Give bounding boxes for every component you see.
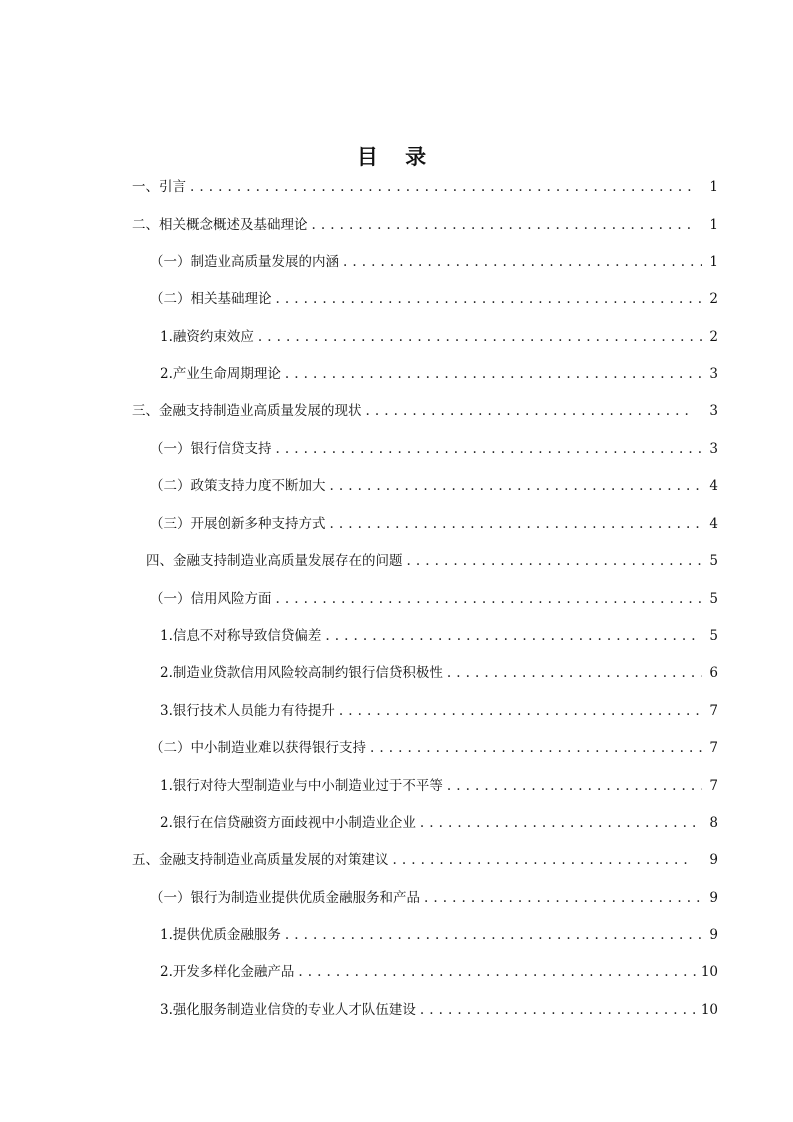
toc-entry-label: 1.信息不对称导致信贷偏差 [160, 628, 322, 644]
toc-entry-label: （一）制造业高质量发展的内涵 [150, 254, 339, 270]
dot-leader [276, 288, 703, 310]
toc-entry-page: 3 [709, 403, 718, 419]
toc-entry[interactable] [150, 887, 718, 909]
dot-leader [285, 363, 702, 385]
toc-entry-label: 2.制造业贷款信用风险较高制约银行信贷积极性 [160, 665, 443, 681]
toc-entry[interactable] [132, 849, 718, 871]
dot-leader [285, 924, 702, 946]
toc-entry[interactable] [160, 326, 718, 348]
toc-entry[interactable] [150, 251, 718, 273]
toc-entry-label: 1.提供优质金融服务 [160, 927, 281, 943]
toc-entry-label: （一）银行信贷支持 [150, 441, 272, 457]
toc-entry-page: 2 [709, 291, 718, 307]
toc-entry-label: 2.开发多样化金融产品 [160, 964, 295, 980]
toc-entry-page: 2 [709, 329, 718, 345]
dot-leader [276, 438, 703, 460]
dot-leader [447, 775, 702, 797]
dot-leader [370, 737, 702, 759]
toc-entry-page: 5 [709, 553, 718, 569]
dot-leader [258, 326, 702, 348]
toc-entry[interactable] [132, 214, 718, 236]
dot-leader [190, 176, 694, 198]
toc-entry-label: 二、相关概念概述及基础理论 [132, 217, 308, 233]
dot-leader [424, 887, 702, 909]
dot-leader [420, 812, 702, 834]
dot-leader [339, 700, 702, 722]
toc-entry-page: 7 [709, 740, 718, 756]
toc-entry-page: 9 [709, 852, 718, 868]
toc-entry-page: 9 [709, 890, 718, 906]
toc-entry[interactable] [150, 438, 718, 460]
dot-leader [312, 214, 695, 236]
toc-entry[interactable] [150, 588, 718, 610]
toc-entry[interactable] [160, 363, 718, 385]
toc-entry-page: 5 [709, 628, 718, 644]
toc-entry[interactable] [160, 700, 718, 722]
toc-entry-label: 一、引言 [132, 179, 186, 195]
toc-entry-page: 6 [709, 665, 718, 681]
toc-entry-label: 三、金融支持制造业高质量发展的现状 [132, 403, 362, 419]
toc-entry-page: 4 [709, 516, 718, 532]
toc-entry-label: （一）银行为制造业提供优质金融服务和产品 [150, 890, 420, 906]
toc-entry-page: 1 [709, 254, 718, 270]
toc-entry-label: （二）政策支持力度不断加大 [150, 478, 326, 494]
toc-entry-label: 1.融资约束效应 [160, 329, 254, 345]
toc-entry[interactable] [132, 176, 718, 198]
toc-entry-page: 7 [709, 778, 718, 794]
dot-leader [330, 475, 703, 497]
toc-entry-page: 10 [700, 964, 718, 980]
dot-leader [325, 625, 702, 647]
dot-leader [298, 961, 696, 983]
toc-entry-label: 五、金融支持制造业高质量发展的对策建议 [132, 852, 389, 868]
dot-leader [447, 662, 702, 684]
toc-entry-label: 1.银行对待大型制造业与中小制造业过于不平等 [160, 778, 443, 794]
toc-entry[interactable] [160, 775, 718, 797]
toc-entry[interactable] [160, 961, 718, 983]
toc-entry[interactable] [160, 662, 718, 684]
dot-leader [276, 588, 703, 610]
toc-entry-label: 3.强化服务制造业信贷的专业人才队伍建设 [160, 1002, 416, 1018]
toc-entry[interactable] [150, 288, 718, 310]
toc-entry-page: 9 [709, 927, 718, 943]
toc-entry-label: （三）开展创新多种支持方式 [150, 516, 326, 532]
dot-leader [393, 849, 695, 871]
toc-entry[interactable] [132, 400, 718, 422]
toc-entry-page: 1 [709, 217, 718, 233]
dot-leader [343, 251, 702, 273]
toc-entry-page: 10 [700, 1002, 718, 1018]
toc-entry[interactable] [160, 812, 718, 834]
toc-entry-label: 2.银行在信贷融资方面歧视中小制造业企业 [160, 815, 416, 831]
toc-entry-page: 3 [709, 441, 718, 457]
dot-leader [366, 400, 695, 422]
dot-leader [407, 550, 703, 572]
toc-entry[interactable] [146, 550, 718, 572]
toc-entry-label: 3.银行技术人员能力有待提升 [160, 703, 335, 719]
toc-entry-label: 四、金融支持制造业高质量发展存在的问题 [146, 553, 403, 569]
toc-entry-page: 4 [709, 478, 718, 494]
toc-entry[interactable] [150, 513, 718, 535]
toc-entry-label: （一）信用风险方面 [150, 591, 272, 607]
toc-entry[interactable] [150, 737, 718, 759]
dot-leader [330, 513, 703, 535]
toc-entry[interactable] [150, 475, 718, 497]
toc-entry[interactable] [160, 924, 718, 946]
toc-entry[interactable] [160, 625, 718, 647]
toc-entry[interactable] [160, 999, 718, 1021]
toc-entry-label: （二）相关基础理论 [150, 291, 272, 307]
toc-entry-page: 3 [709, 366, 718, 382]
toc-entry-label: （二）中小制造业难以获得银行支持 [150, 740, 366, 756]
toc-entry-label: 2.产业生命周期理论 [160, 366, 281, 382]
toc-entry-page: 8 [709, 815, 718, 831]
toc-entry-page: 1 [709, 179, 718, 195]
toc-entry-page: 7 [709, 703, 718, 719]
toc-entry-page: 5 [709, 591, 718, 607]
dot-leader [420, 999, 697, 1021]
toc-title: 目 录 [356, 144, 437, 169]
